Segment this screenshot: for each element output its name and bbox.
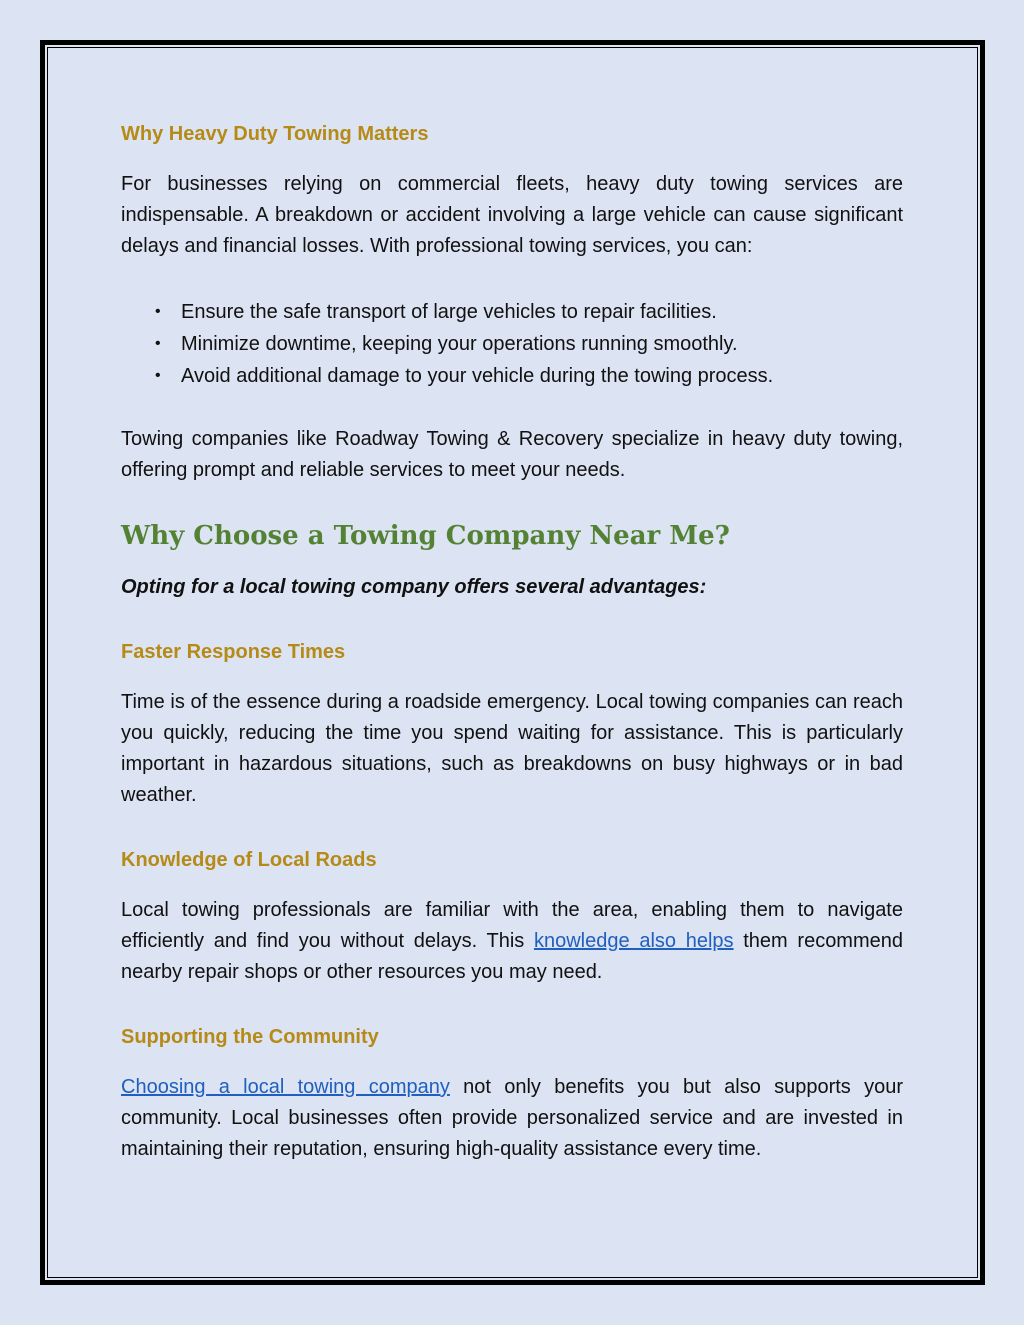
bullet-icon: • [155,303,161,320]
heading-supporting-community: Supporting the Community [121,1026,379,1048]
list-item: • Ensure the safe transport of large vehicles to repair facilities. [181,296,903,328]
paragraph-heavy-duty-intro: For businesses relying on commercial fleets, heavy duty towing services are indispensable. A breakdown or accident involving a large vehicle can cause significant delays and financial losses. With professional towing services, you can: [121,173,903,257]
heading-local-roads: Knowledge of Local Roads [121,849,377,871]
paragraph-faster-response: Time is of the essence during a roadside emergency. Local towing companies can reach you quickly, reducing the time you spend waiting for assistance. This is particularly important in hazardous situations, such as breakdowns on busy highways or in bad weather. [121,691,903,806]
paragraph-roadway-towing: Towing companies like Roadway Towing & Recovery specialize in heavy duty towing, offering prompt and reliable services to meet your needs. [121,428,903,481]
benefits-list [121,296,903,392]
list-item: • Minimize downtime, keeping your operations running smoothly. [181,328,903,360]
paragraph-supporting-community: Choosing a local towing company not only benefits you but also supports your community. Local businesses often provide personalized service and are invested in maintaining their reputation, ensuring high-quality assistance every time. [121,1076,903,1160]
local-towing-company-link[interactable]: Choosing a local towing company [121,1076,450,1098]
heading-faster-response: Faster Response Times [121,641,346,663]
intro-local-advantages: Opting for a local towing company offers several advantages: [121,576,707,598]
document-content [121,118,903,1165]
bullet-icon: • [155,367,161,384]
bullet-icon: • [155,335,161,352]
knowledge-link[interactable]: knowledge also helps [533,930,734,952]
heading-why-heavy-duty: Why Heavy Duty Towing Matters [121,123,429,145]
list-item: • Avoid additional damage to your vehicle during the towing process. [181,360,903,392]
paragraph-local-roads: Local towing professionals are familiar with the area, enabling them to navigate efficiently and find you without delays. This knowledge also helps them recommend nearby repair shops or other resources you may need. [121,899,904,983]
heading-why-choose: Why Choose a Towing Company Near Me? [121,521,730,551]
